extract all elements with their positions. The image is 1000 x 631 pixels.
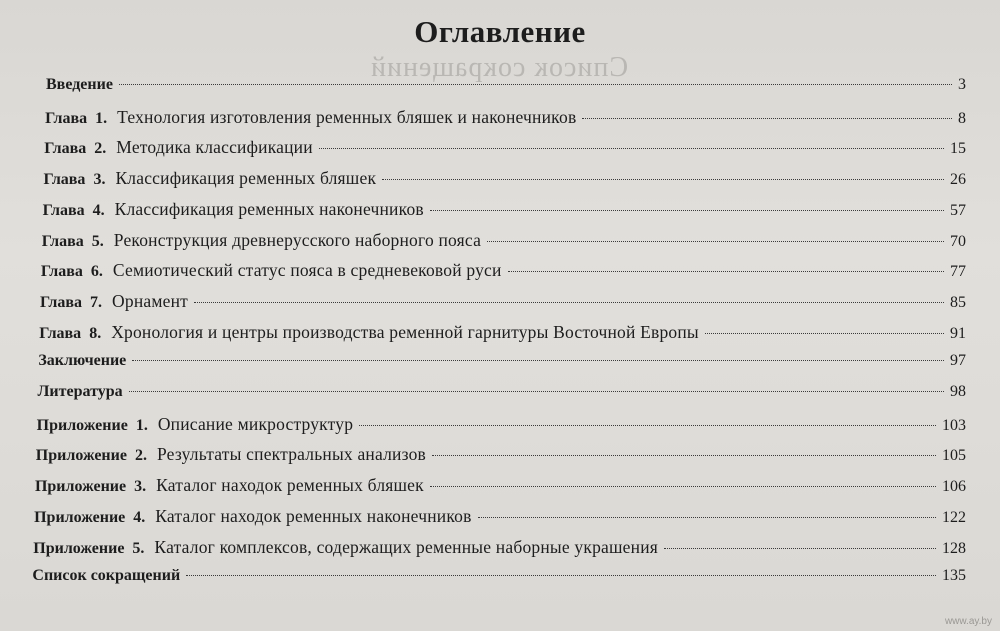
toc-page-number: 15 [950,140,966,158]
toc-label: Глава [45,109,88,127]
toc-row [43,199,966,223]
toc-number: 2. [134,447,147,465]
toc-dot-leader [194,302,944,303]
toc-title: Методика классификации [116,137,313,158]
toc-dot-leader [478,517,936,518]
bleedthrough-text: Список сокращений [370,52,629,83]
toc-number: 2. [94,140,107,158]
toc-number: 1. [135,416,148,434]
toc-row [44,137,966,161]
toc-label: Приложение [33,539,125,557]
toc-label: Глава [43,171,86,189]
toc-number: 4. [92,201,105,219]
toc-page-number: 105 [942,447,966,465]
toc-label: Глава [40,293,83,311]
toc-title: Технология изготовления ременных бляшек и наконечников [117,106,577,127]
toc-page-number: 122 [942,508,966,526]
toc-label: Глава [40,263,83,281]
toc-page-number: 26 [950,171,966,189]
toc-dot-leader [430,486,936,487]
toc-number: 5. [132,539,145,557]
toc-dot-leader [582,118,952,119]
toc-number: 3. [93,171,106,189]
toc-number: 1. [95,109,108,127]
toc-title: Классификация ременных бляшек [115,168,377,189]
toc-row [36,444,966,468]
toc-dot-leader [186,575,936,576]
toc-number: 7. [90,293,103,311]
toc-page-number: 135 [942,567,966,585]
toc-row [38,383,967,407]
toc-dot-leader [319,148,944,149]
toc-dot-leader [508,271,944,272]
toc-label: Заключение [38,352,127,370]
toc-title: Описание микроструктур [157,413,354,434]
toc-dot-leader [430,210,944,211]
toc-label: Приложение [34,478,127,496]
toc-row [43,168,966,192]
toc-page-number: 128 [942,539,966,557]
toc-page-number: 77 [950,263,966,281]
toc-dot-leader [664,548,936,549]
toc-title: Каталог находок ременных бляшек [156,475,424,496]
toc-number: 4. [133,508,146,526]
toc-row [37,414,966,438]
toc-title: Реконструкция древнерусского наборного пояса [113,229,482,250]
toc-number: 5. [91,232,104,250]
toc-dot-leader [359,425,936,426]
toc-label: Приложение [36,416,128,434]
toc-label: Глава [42,201,85,219]
toc-dot-leader [119,84,952,85]
toc-page-number: 98 [950,383,966,400]
watermark: www.ay.by [944,616,992,627]
toc-title: Классификация ременных наконечников [114,198,424,219]
toc-label: Глава [44,140,87,158]
toc-row [45,107,966,131]
toc-title: Хронология и центры производства ременной гарнитуры Восточной Европы [111,321,699,342]
toc-dot-leader [487,241,944,242]
toc-label: Список сокращений [32,567,181,585]
toc-row [40,291,966,315]
toc-page-number: 106 [942,478,966,496]
toc-label: Глава [39,324,82,342]
toc-dot-leader [382,179,944,180]
toc-title: Орнамент [112,290,189,311]
toc-label: Приложение [35,447,127,465]
toc-row [38,352,966,376]
toc-page-number: 3 [958,76,966,93]
toc-row [41,260,966,284]
toc-row [32,567,966,591]
toc-page-number: 103 [942,416,966,434]
toc-label: Приложение [34,508,126,526]
toc-dot-leader [132,360,944,361]
toc-title: Каталог комплексов, содержащих ременные наборные украшения [154,536,659,557]
toc-title: Каталог находок ременных наконечников [155,505,472,526]
toc-title: Семиотический статус пояса в средневековой руси [112,260,502,281]
toc-label: Введение [46,76,113,93]
toc-row [33,537,966,561]
toc-dot-leader [705,333,944,334]
toc-row [34,506,966,530]
toc-title: Результаты спектральных анализов [156,444,427,465]
toc-dot-leader [129,391,944,392]
toc-number: 3. [134,478,147,496]
toc-page-number: 85 [950,293,966,311]
toc-number: 6. [90,263,103,281]
toc-row [39,322,966,346]
toc-row [35,475,966,499]
toc-page-number: 57 [950,201,966,219]
toc-page-number: 70 [950,232,966,250]
toc-label: Глава [41,232,84,250]
toc-label: Литература [37,383,123,400]
toc-page-number: 8 [958,109,966,127]
toc-row [42,230,966,254]
toc-dot-leader [432,455,936,456]
toc-page-number: 91 [950,324,966,342]
page-title: Оглавление [414,14,586,49]
toc-number: 8. [89,324,102,342]
toc-page-number: 97 [950,352,966,370]
toc-row [46,76,966,100]
